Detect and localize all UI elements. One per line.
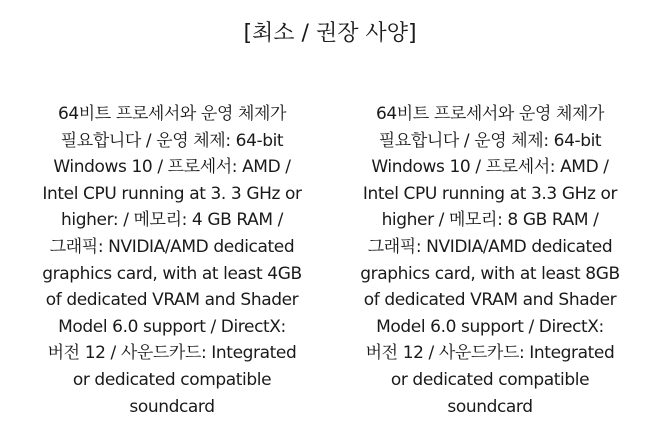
spec-line: soundcard	[129, 396, 215, 417]
spec-line: graphics card, with at least 8GB	[360, 263, 620, 284]
spec-line: 64비트 프로세서와 운영 체제가	[57, 104, 287, 124]
spec-line: Model 6.0 support / DirectX:	[58, 316, 286, 337]
spec-line: soundcard	[447, 396, 533, 417]
spec-line: 버전 12 / 사운드카드: Integrated	[365, 343, 615, 364]
spec-line: 필요합니다 / 운영 체제: 64-bit	[60, 130, 284, 151]
spec-line: 그래픽: NVIDIA/AMD dedicated	[49, 236, 295, 257]
minimum-spec-column	[27, 101, 317, 420]
spec-line: Model 6.0 support / DirectX:	[376, 316, 604, 337]
spec-line: 필요합니다 / 운영 체제: 64-bit	[378, 130, 602, 151]
recommended-spec-column	[345, 101, 635, 420]
spec-line: 64비트 프로세서와 운영 체제가	[375, 104, 605, 124]
spec-line: of dedicated VRAM and Shader	[363, 290, 617, 311]
spec-line: Intel CPU running at 3.3 GHz or	[362, 183, 618, 204]
spec-line: or dedicated compatible	[72, 369, 272, 390]
spec-line: Windows 10 / 프로세서: AMD /	[371, 157, 609, 178]
spec-line: Intel CPU running at 3. 3 GHz or	[42, 183, 302, 204]
spec-line: 버전 12 / 사운드카드: Integrated	[47, 343, 297, 364]
spec-line: higher / 메모리: 8 GB RAM /	[381, 210, 599, 231]
spec-line: graphics card, with at least 4GB	[42, 263, 302, 284]
spec-line: higher: / 메모리: 4 GB RAM /	[61, 210, 283, 231]
spec-line: Windows 10 / 프로세서: AMD /	[53, 157, 291, 178]
spec-line: or dedicated compatible	[390, 369, 590, 390]
page-title: [최소 / 권장 사양]	[243, 21, 417, 46]
spec-line: of dedicated VRAM and Shader	[45, 290, 299, 311]
spec-line: 그래픽: NVIDIA/AMD dedicated	[367, 236, 613, 257]
